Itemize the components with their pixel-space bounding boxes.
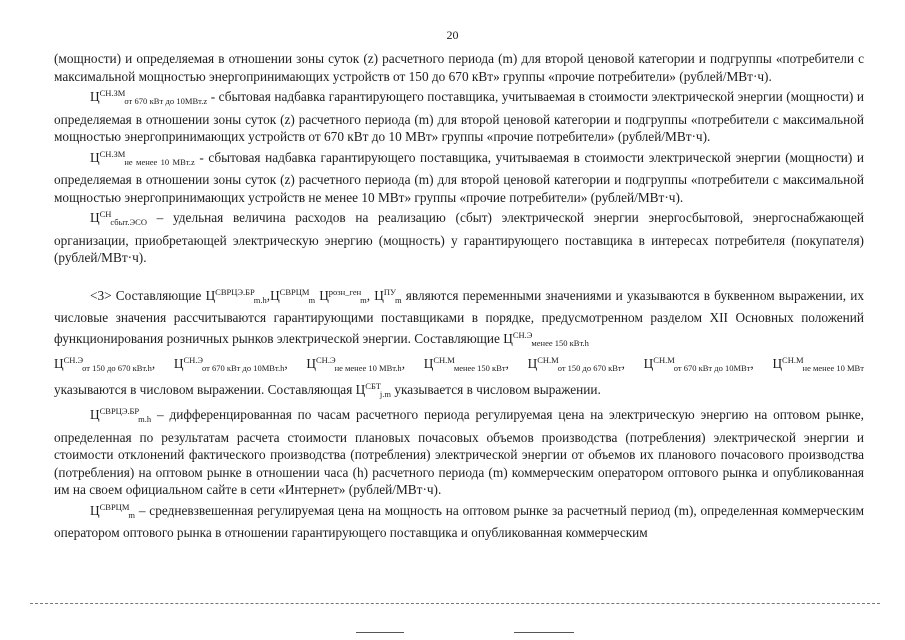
formula-symbol: $Ц^{СБТ}_{j.m}$ (355, 380, 392, 399)
formula-symbol: $Ц^{СН.Э}_{от 670 кВт до 10МВт.h}$, (173, 355, 288, 373)
footer-rule (514, 632, 574, 633)
formula-symbol: $Ц^{СН.М}_{от 670 кВт до 10МВт}$, (643, 355, 754, 373)
formula-symbol: $Ц^{СН.М}_{от 150 до 670 кВт}$, (527, 355, 625, 373)
separator: , (266, 287, 271, 303)
formula-symbol: $Ц^{СВРЦЭ.БР}_{m.h}$ (90, 406, 152, 424)
page-number: 20 (446, 28, 459, 42)
formula-symbol: $Ц^{СН.ЗМ}_{от 670 кВт до 10МВт.z}$ (90, 88, 208, 106)
paragraph-6-text: указывается в числовом выражении. (394, 381, 601, 397)
formula-symbol: $Ц^{СН.ЗМ}_{не менее 10 МВт.z}$ (90, 148, 195, 167)
paragraph-4-text: – удельная величина расходов на реализацию (сбыт) электрической энергии энергосбытовой, энергоснабжающей организации, приобретающей электрическую энергию (мощность) у гарантирующего поставщика в интересах потребителя (покупателя) (рублей/МВт·ч). (54, 210, 865, 265)
formula-symbol: $Ц^{СВРЦЭ.БР}_{m.h}$ (205, 286, 267, 305)
paragraph-6 (54, 378, 864, 404)
scan-crop-line (30, 603, 880, 604)
paragraph-3-text: - сбытовая надбавка гарантирующего поставщика, учитываемая в стоимости электрической энергии (мощности) и определяемая в отношении зоны суток (z) расчетного периода (m) для второй ценовой категории и подгруппы «потребители с максимальной мощностью энергопринимающих устройств не менее 10 МВт» группы «прочие потребители» (рублей/МВт·ч). (54, 149, 864, 205)
formula-symbol: $Ц^{ПУ}_m$ (374, 286, 402, 305)
document-body (54, 50, 864, 542)
formula-symbol: $Ц^{розн\_ген}_m$ (319, 286, 367, 305)
formula-symbol: $Ц^{СН.Э}_{от 150 до 670 кВт.h}$, (54, 355, 156, 373)
formula-symbol: $Ц^{СН}_{сбыт.ЭСО}$ (90, 209, 147, 227)
formula-symbol: $Ц^{СН.М}_{не менее 10 МВт}$ (772, 355, 864, 373)
formula-symbol: $Ц^{СН.Э}_{не менее 10 МВт.h}$, (306, 355, 406, 373)
formula-symbol: $Ц^{СВРЦМ}_m$ (90, 501, 135, 520)
paragraph-8-text: – средневзвешенная регулируемая цена на мощность на оптовом рынке за расчетный период (m), определенная коммерческим оператором оптового рынка в отношении гарантирующего поставщика и опубликованная коммерческим (54, 502, 864, 540)
paragraph-3 (54, 146, 864, 207)
paragraph-1 (54, 50, 864, 85)
separator: , (366, 287, 371, 303)
formula-symbol-row (54, 352, 864, 378)
paragraph-1-text: (мощности) и определяемая в отношении зоны суток (z) расчетного периода (m) для второй ценовой категории и подгруппы «потребители с максимальной мощностью энергопринимающих устройств от 150 до 670 кВт» группы «прочие потребители» (рублей/МВт·ч). (54, 51, 864, 84)
paragraph-7 (54, 403, 864, 499)
paragraph-5 (54, 284, 864, 353)
formula-symbol: $Ц^{СН.М}_{менее 150 кВт}$, (423, 355, 509, 373)
formula-symbol: $Ц^{СВРЦМ}_m$ (270, 286, 316, 305)
paragraph-4 (54, 206, 864, 267)
paragraph-5-text: являются переменными значениями и указываются в буквенном выражении, их числовые значения рассчитываются гарантирующими поставщиками в порядке, предусмотренном разделом XII Основных положений функционирования розничных рынков электрической энергии. Составляющие (54, 287, 864, 346)
formula-symbol: $Ц^{СН.Э}_{менее 150 кВт.h}$ (503, 329, 589, 348)
footer-rule (356, 632, 404, 633)
paragraph-6-lead: указываются в числовом выражении. Составляющая (54, 381, 353, 397)
paragraph-5-lead: <3> Составляющие (90, 287, 202, 303)
paragraph-2 (54, 85, 864, 146)
paragraph-2-text: - сбытовая надбавка гарантирующего поставщика, учитываемая в стоимости электрической энергии (мощности) и определяемая в отношении зоны суток (z) расчетного периода (m) для второй ценовой категории и подгруппы «потребители с максимальной мощностью энергопринимающих устройств от 670 кВт до 10 МВт» группы «прочие потребители» (рублей/МВт·ч). (54, 89, 864, 144)
paragraph-8 (54, 499, 864, 542)
paragraph-7-text: – дифференцированная по часам расчетного периода регулируемая цена на электрическую энергию на оптовом рынке, определенная по результатам расчета стоимости плановых почасовых объемов производства (потребления) электрической энергии и стоимости отклонений фактического производства (потребления) электрической энергии от объемов их планового почасового производства (потребления) на оптовом рынке в отношении часа (h) расчетного периода (m) коммерческим оператором оптового рынка и опубликованная им на своем официальном сайте в сети «Интернет» (рублей/МВт·ч). (54, 407, 865, 497)
